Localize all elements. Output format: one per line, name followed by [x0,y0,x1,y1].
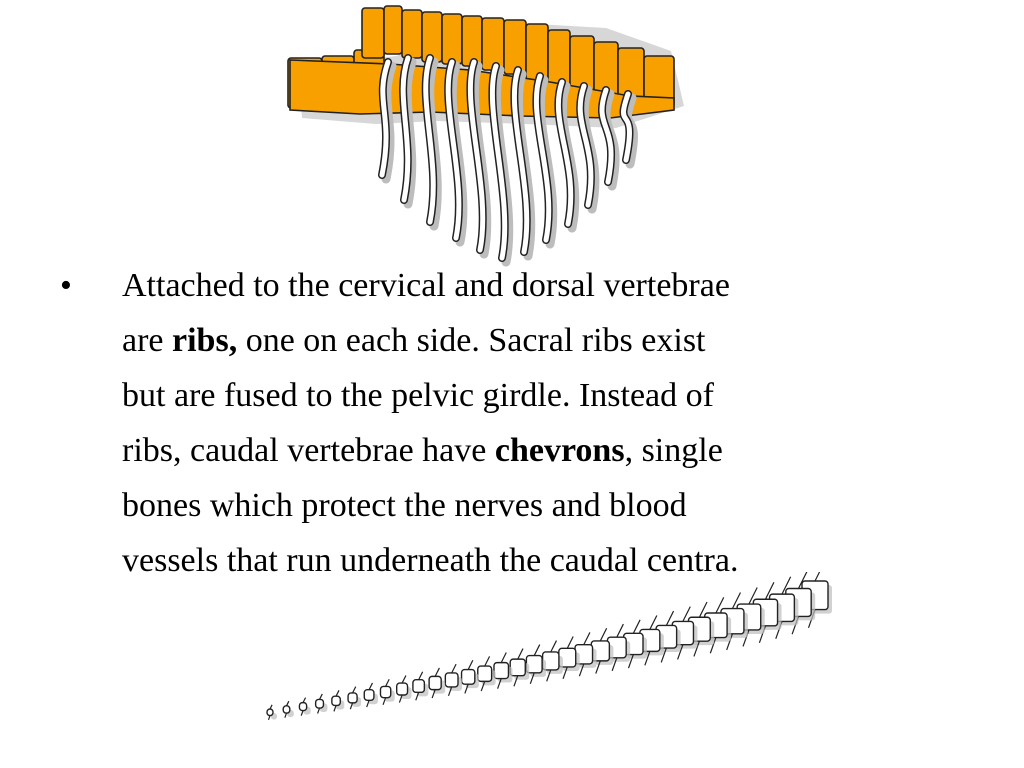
vertebra [482,18,504,70]
tail-vertebra [462,670,475,685]
text-run: ribs, caudal vertebrae have [122,432,495,469]
tail-vertebra [478,666,492,681]
chevron [285,713,287,718]
tail-vertebra [316,699,324,708]
neural-spine [353,687,356,693]
text-run: Attached to the cervical and dorsal vertebrae [122,267,730,304]
text-run: vessels that run underneath the caudal centra. [122,542,739,579]
text-run: one on each side. Sacral ribs exist [237,322,706,359]
tail-vertebra [299,703,306,711]
neural-spine [303,698,306,703]
neural-spine [468,660,473,669]
text-run: but are fused to the pelvic girdle. Instead of [122,377,714,414]
vertebra [384,6,402,54]
bold-term: ribs, [172,322,238,359]
tail-vertebra [445,673,458,687]
neural-spine [633,620,640,634]
vertebra [402,10,422,58]
text-run: bones which protect the nerves and blood [122,487,687,524]
neural-spine [402,675,406,683]
tail-vertebra [429,676,441,689]
vertebra [548,30,570,88]
tail-vertebrae [267,572,832,720]
vertebra [442,14,462,64]
neural-spine [386,679,390,686]
tail-vertebra [397,683,408,695]
neural-spine [617,624,624,637]
neural-spine [600,628,606,641]
vertebra [504,20,526,74]
text-run: are [122,322,173,359]
tail-vertebra [364,690,374,701]
tail-chevrons-illustration [255,572,845,752]
tail-vertebra [348,693,357,703]
neural-spine [815,572,824,581]
text-run: , single [624,432,723,469]
vertebra [462,16,482,66]
chevron [318,708,320,713]
neural-spine [320,694,323,699]
neural-spine [567,637,573,649]
neural-spine [452,664,456,673]
vertebra [362,8,384,58]
bullet-text [122,258,960,588]
chevron [350,703,352,709]
vertebra [422,12,442,62]
bullet-line [122,368,960,423]
bold-term: chevrons [494,432,625,469]
neural-spine [270,705,272,709]
chevron [269,716,271,720]
bullet-paragraph [60,258,960,588]
neural-spine [287,701,289,706]
bullet-line [122,313,960,368]
tail-vertebra [380,686,390,697]
tail-vertebra [332,696,340,705]
chevron [367,700,369,707]
neural-spine [419,672,423,680]
bullet-line [122,423,960,478]
chevron [334,705,336,711]
bullet-line [122,478,960,533]
chevron [383,698,386,705]
neural-spine [551,641,557,652]
neural-spine [534,645,539,656]
tail-vertebra [494,663,508,679]
tail-vertebra [413,680,424,693]
neural-spine [485,656,490,666]
neural-spine [584,632,590,644]
neural-spine [369,683,372,690]
ribs-vertebrae-illustration [270,0,700,270]
neural-spine [336,690,339,696]
tail-vertebra [283,706,290,713]
tail-vertebra [267,709,273,716]
chevron [301,711,303,716]
neural-spine [518,649,523,660]
bullet-marker: • [60,267,72,304]
neural-spine [501,652,506,662]
neural-spine [435,668,439,676]
bullet-line [122,258,960,313]
vertebra [526,24,548,80]
